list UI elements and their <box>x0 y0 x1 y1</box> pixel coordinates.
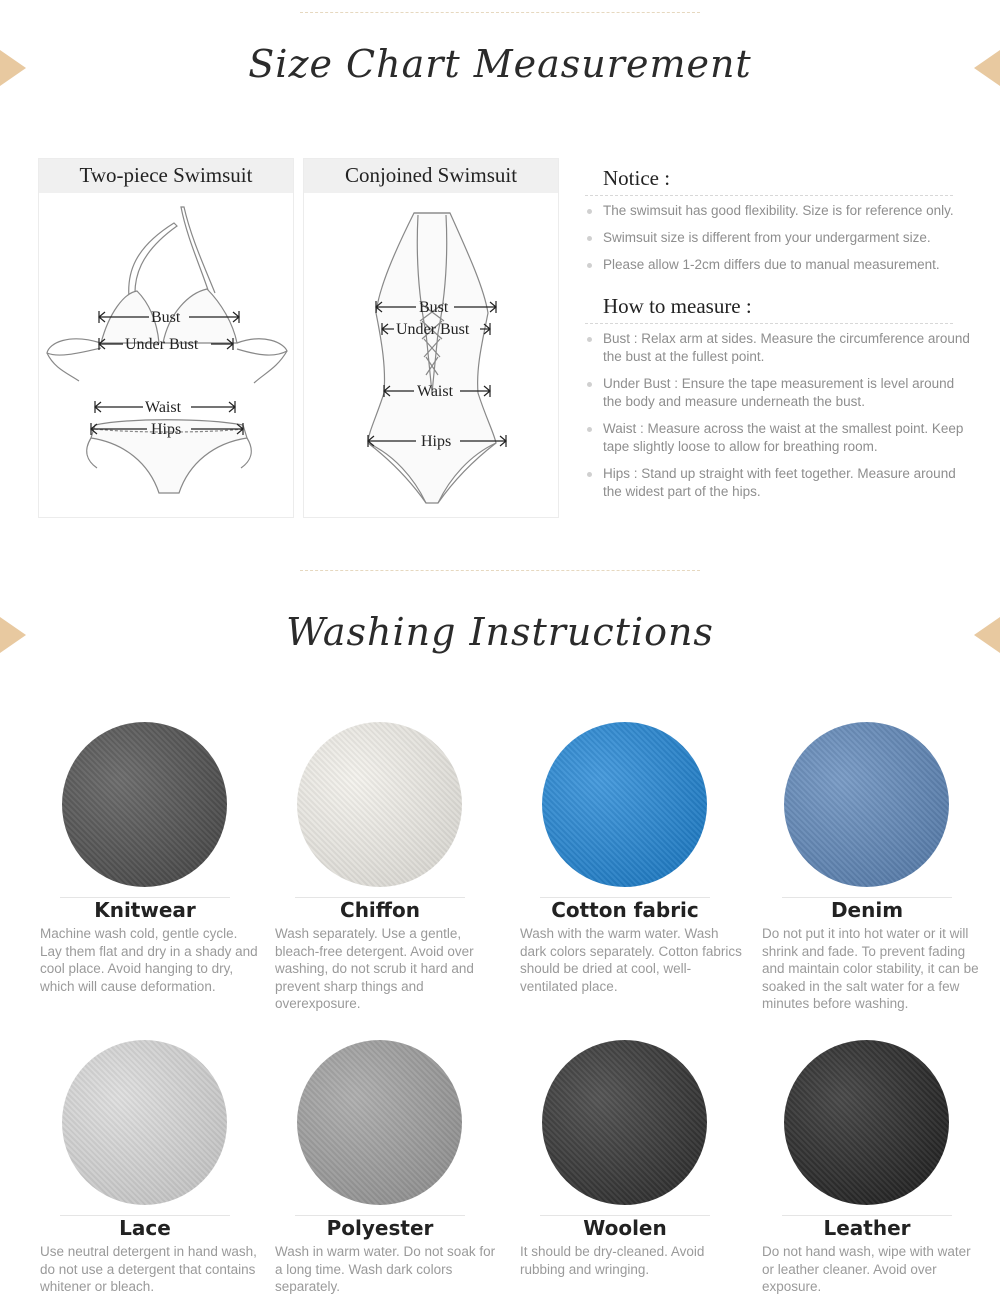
fabric-swatch-icon <box>62 1040 227 1205</box>
middle-divider <box>300 570 700 571</box>
fabric-name: Polyester <box>295 1215 465 1240</box>
fabric-description: It should be dry-cleaned. Avoid rubbing and wringing. <box>520 1244 705 1277</box>
conjoined-waist-label: Waist <box>417 383 454 400</box>
notice-item: Please allow 1-2cm differs due to manual measurement. <box>585 256 970 274</box>
two-piece-heading: Two-piece Swimsuit <box>39 159 293 193</box>
two-piece-panel <box>38 158 294 518</box>
size-chart-title: Size Chart Measurement <box>248 42 752 86</box>
notice-item: The swimsuit has good flexibility. Size is for reference only. <box>585 202 970 220</box>
fabric-card <box>275 722 505 1013</box>
fabric-card <box>762 1040 992 1296</box>
fabric-name: Woolen <box>540 1215 710 1240</box>
conjoined-diagram <box>304 193 558 517</box>
two-piece-diagram <box>39 193 293 517</box>
two-piece-waist-label: Waist <box>145 399 182 416</box>
notice-heading: Notice : <box>585 166 953 196</box>
fabric-description: Wash in warm water. Do not soak for a long time. Wash dark colors separately. <box>275 1244 496 1294</box>
fabric-description: Use neutral detergent in hand wash, do not use a detergent that contains whitener or bleach. <box>40 1244 257 1294</box>
conjoined-panel <box>303 158 559 518</box>
conjoined-hips-label: Hips <box>421 433 452 450</box>
fabric-name: Cotton fabric <box>540 897 710 922</box>
conjoined-under-bust-label: Under Bust <box>396 321 470 338</box>
fabric-name: Denim <box>782 897 952 922</box>
two-piece-hips-label: Hips <box>151 421 182 438</box>
fabric-description: Do not hand wash, wipe with water or leather cleaner. Avoid over exposure. <box>762 1244 971 1294</box>
fabric-name: Leather <box>782 1215 952 1240</box>
fabric-card <box>275 1040 505 1296</box>
fabric-card <box>40 722 270 995</box>
fabric-swatch-icon <box>542 1040 707 1205</box>
how-to-item: Hips : Stand up straight with feet together. Measure around the widest part of the hips. <box>585 465 970 501</box>
fabric-description: Do not put it into hot water or it will shrink and fade. To prevent fading and maintain color stability, it can be soaked in the salt water for a few minutes before washing. <box>762 926 979 1011</box>
fabric-swatch-icon <box>542 722 707 887</box>
fabric-description: Machine wash cold, gentle cycle. Lay them flat and dry in a shady and cool place. Avoid hanging to dry, which will cause deformation. <box>40 926 258 994</box>
two-piece-under-bust-label: Under Bust <box>125 336 199 353</box>
top-divider <box>300 12 700 13</box>
fabric-card <box>520 1040 750 1278</box>
notice-item: Swimsuit size is different from your undergarment size. <box>585 229 970 247</box>
fabric-card <box>520 722 750 995</box>
how-to-section <box>585 294 970 510</box>
washing-title: Washing Instructions <box>286 610 714 654</box>
fabric-description: Wash separately. Use a gentle, bleach-free detergent. Avoid over washing, do not scrub it hard and prevent sharp things and overexposure. <box>275 926 474 1011</box>
fabric-swatch-icon <box>297 722 462 887</box>
fabric-swatch-icon <box>784 1040 949 1205</box>
fabric-card <box>40 1040 270 1296</box>
fabric-name: Lace <box>60 1215 230 1240</box>
fabric-swatch-icon <box>784 722 949 887</box>
how-to-heading: How to measure : <box>585 294 953 324</box>
how-to-item: Bust : Relax arm at sides. Measure the circumference around the bust at the fullest point. <box>585 330 970 366</box>
how-to-item: Under Bust : Ensure the tape measurement is level around the body and measure underneath the bust. <box>585 375 970 411</box>
conjoined-heading: Conjoined Swimsuit <box>304 159 558 193</box>
two-piece-bust-label: Bust <box>151 309 181 326</box>
notice-section <box>585 166 970 283</box>
fabric-description: Wash with the warm water. Wash dark colors separately. Cotton fabrics should be dried at cool, well-ventilated place. <box>520 926 742 994</box>
conjoined-bust-label: Bust <box>419 299 449 316</box>
fabric-name: Chiffon <box>295 897 465 922</box>
notice-list <box>585 202 970 274</box>
how-to-item: Waist : Measure across the waist at the smallest point. Keep tape slightly loose to allow for breathing room. <box>585 420 970 456</box>
fabric-swatch-icon <box>297 1040 462 1205</box>
fabric-name: Knitwear <box>60 897 230 922</box>
fabric-swatch-icon <box>62 722 227 887</box>
fabric-card <box>762 722 992 1013</box>
how-to-list <box>585 330 970 501</box>
